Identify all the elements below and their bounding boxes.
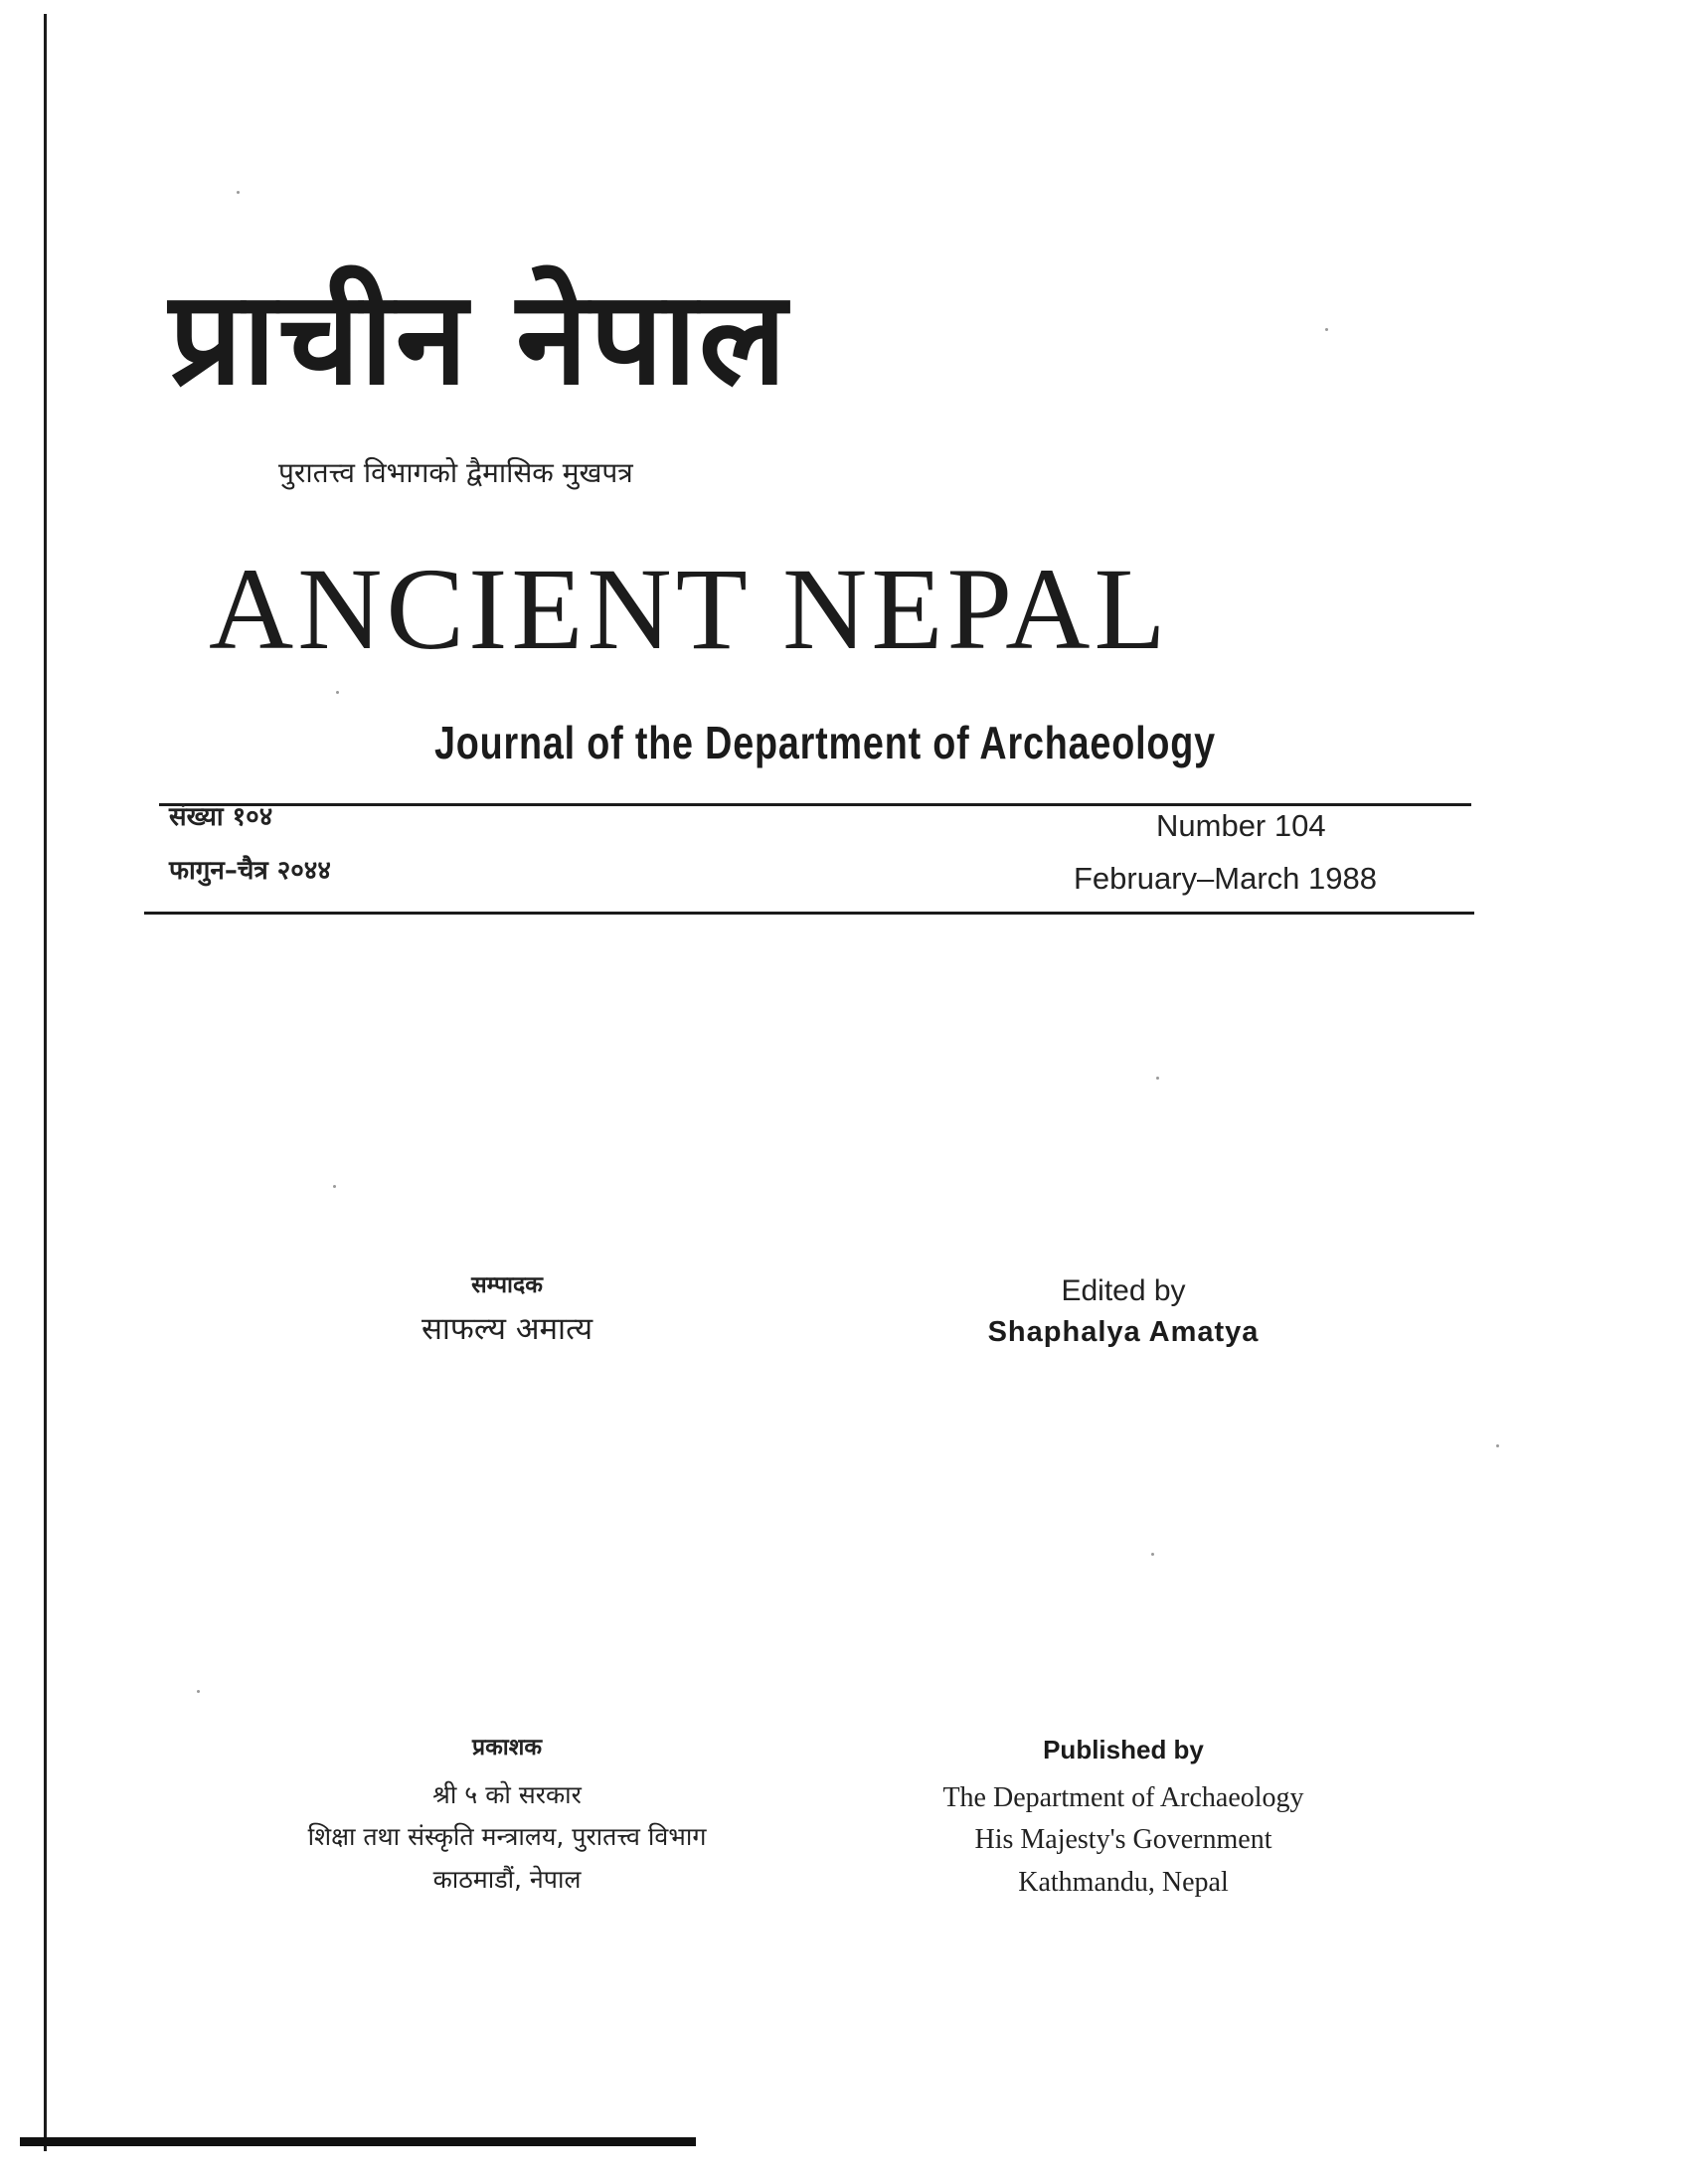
issue-rule-top [159, 803, 1471, 806]
issue-date-english: February–March 1988 [1074, 861, 1377, 896]
publisher-line-nepali: शिक्षा तथा संस्कृति मन्त्रालय, पुरातत्त्व विभाग [307, 1822, 707, 1851]
scan-speck [237, 191, 240, 194]
editor-name-nepali: साफल्य अमात्य [421, 1311, 593, 1347]
issue-rule-bottom [144, 912, 1474, 915]
editor-name-english: Shaphalya Amatya [987, 1316, 1260, 1348]
publisher-line-nepali: श्री ५ को सरकार [432, 1780, 582, 1809]
scan-speck [336, 691, 339, 694]
page-binding-edge [44, 14, 47, 2151]
scan-speck [197, 1690, 200, 1693]
scan-speck [1156, 1077, 1159, 1080]
scan-speck [333, 1185, 336, 1188]
publisher-line-nepali: काठमाडौं, नेपाल [432, 1865, 582, 1894]
publisher-line-english: The Department of Archaeology [942, 1782, 1304, 1813]
publisher-line-english: Kathmandu, Nepal [1018, 1867, 1229, 1898]
publisher-label-english: Published by [1043, 1735, 1204, 1764]
scan-speck [1496, 1444, 1499, 1447]
masthead-title-nepali: प्राचीन नेपाल [169, 261, 789, 414]
publisher-line-english: His Majesty's Government [974, 1824, 1272, 1855]
masthead-subtitle-nepali: पुरातत्त्व विभागको द्वैमासिक मुखपत्र [278, 456, 633, 489]
issue-date-nepali: फागुन–चैत्र २०४४ [169, 856, 331, 886]
scan-speck [1151, 1553, 1154, 1556]
scan-speck [1325, 328, 1328, 331]
issue-number-nepali: संख्या १०४ [169, 802, 273, 832]
scan-bottom-mark [20, 2137, 696, 2146]
editor-label-english: Edited by [1061, 1274, 1186, 1307]
publisher-label-nepali: प्रकाशक [471, 1735, 542, 1761]
editor-label-nepali: सम्पादक [471, 1272, 543, 1298]
masthead-subtitle-english: Journal of the Department of Archaeology [434, 717, 1216, 768]
issue-number-english: Number 104 [1156, 808, 1326, 843]
masthead-title-english: ANCIENT NEPAL [209, 544, 1170, 674]
